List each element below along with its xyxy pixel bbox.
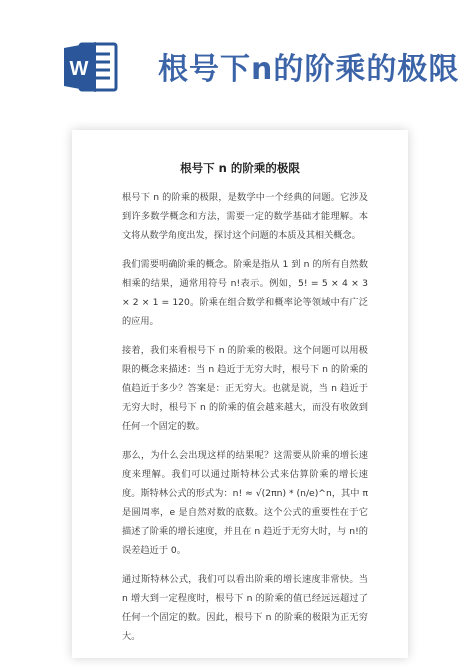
document-title: 根号下 n 的阶乘的极限 (180, 161, 300, 175)
word-icon-letter: W (69, 58, 89, 80)
header-banner (0, 0, 474, 120)
header-title: 根号下n的阶乘的极限 (158, 52, 460, 87)
paragraph: 接着，我们来看根号下 n 的阶乘的极限。这个问题可以用极限的概念来描述：当 n 趋近于无穷大时，根号下 n 的阶乘的值趋近于多少？答案是：正无穷大。也就是说，当 n 趋近于无穷大时，根号下 n 的阶乘的值会越来越大，而没有收敛到任何一个固定的数。 (122, 345, 368, 432)
paragraph: 根号下 n 的阶乘的极限，是数学中一个经典的问题。它涉及到许多数学概念和方法，需要一定的数学基础才能理解。本文将从数学角度出发，探讨这个问题的本质及其相关概念。 (122, 192, 368, 241)
paragraph: 那么，为什么会出现这样的结果呢？这需要从阶乘的增长速度来理解。我们可以通过斯特林公式来估算阶乘的增长速度。斯特林公式的形式为：n! ≈ √(2πn) * (n/e)^n，其中 π 是圆周率，e 是自然对数的底数。这个公式的重要性在于它描述了阶乘的增长速度，并且在 n 趋近于无穷大时，与 n!的误差趋近于 0。 (122, 450, 368, 556)
paragraph: 通过斯特林公式，我们可以看出阶乘的增长速度非常快。当 n 增大到一定程度时，根号下 n 的阶乘的值已经远远超过了任何一个固定的数。因此，根号下 n 的阶乘的极限为正无穷大。 (122, 574, 368, 642)
word-document-icon (62, 38, 120, 96)
document-body (122, 188, 368, 656)
document-page (72, 130, 408, 658)
paragraph: 我们需要明确阶乘的概念。阶乘是指从 1 到 n 的所有自然数相乘的结果，通常用符号 n!表示。例如，5! = 5 × 4 × 3 × 2 × 1 = 120。阶乘在组合数学和概率论等领域中有广泛的应用。 (122, 259, 368, 327)
